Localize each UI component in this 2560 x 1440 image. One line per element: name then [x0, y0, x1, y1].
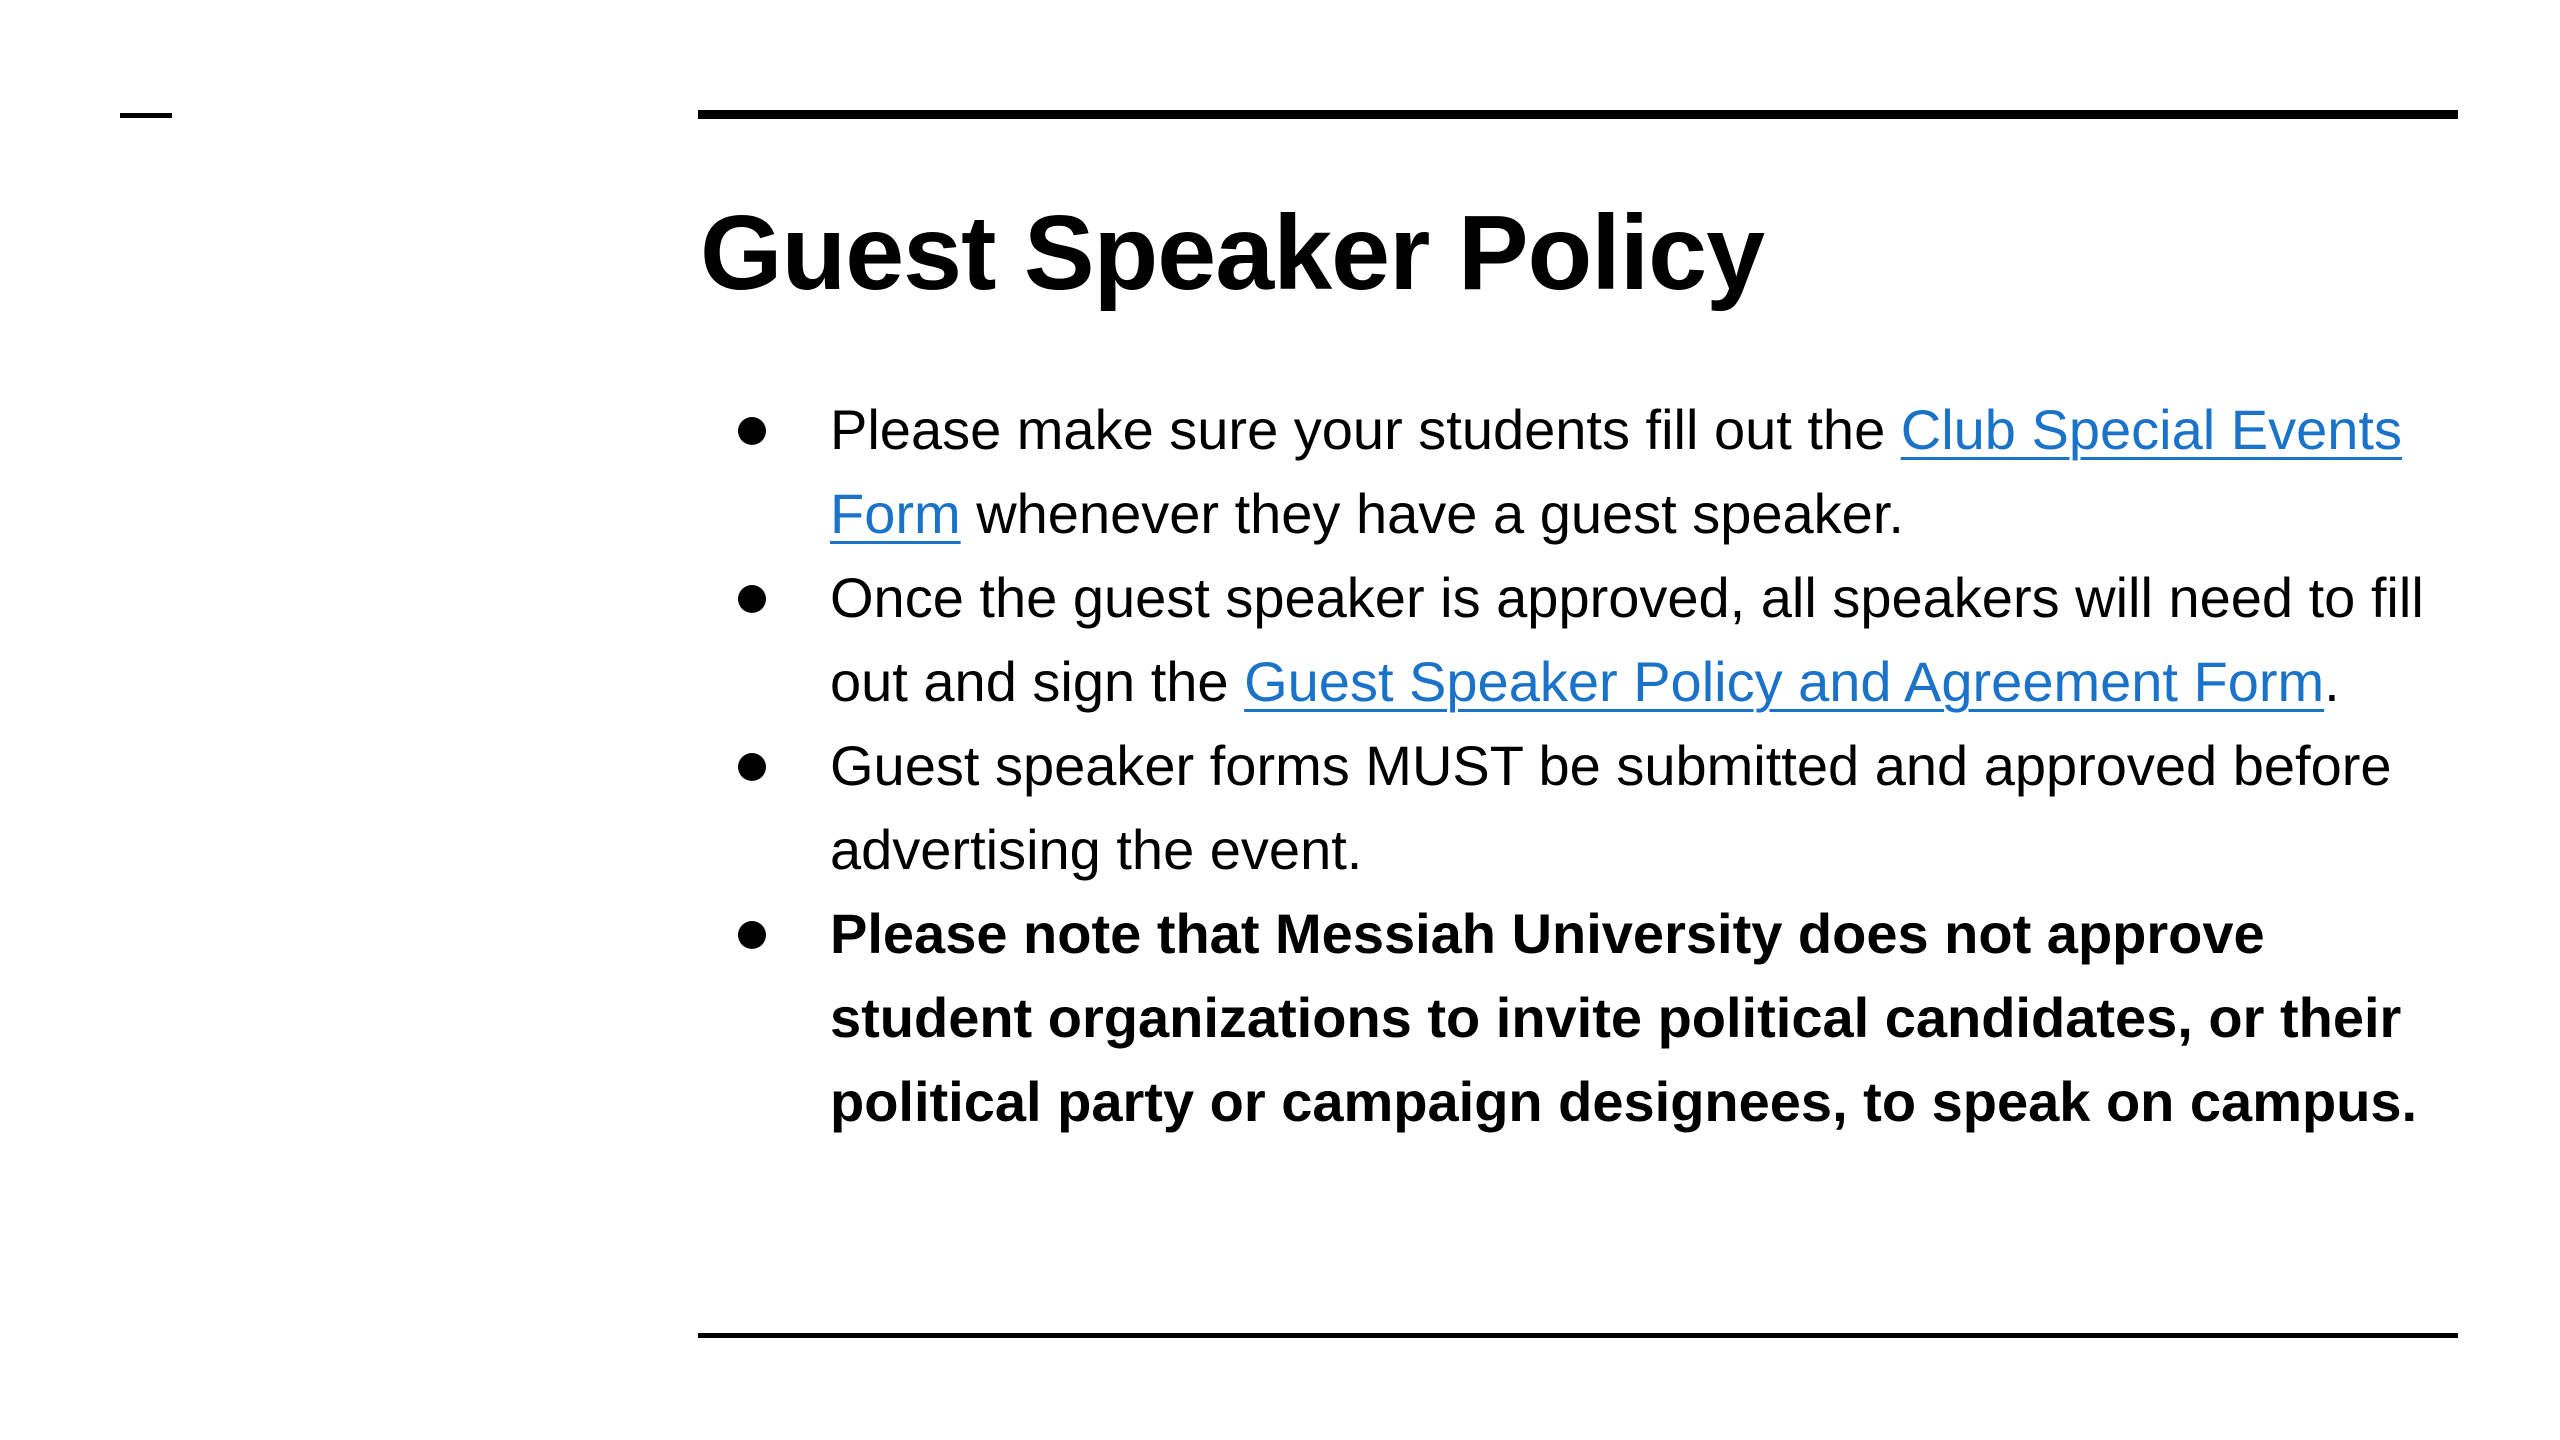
club-special-events-form-link[interactable]: Club Special Events Form [830, 398, 2402, 545]
bottom-divider [698, 1333, 2458, 1338]
bullet-item [730, 724, 2470, 892]
corner-dash [120, 113, 172, 118]
bullet-item [730, 388, 2470, 556]
bullet-text: Please note that Messiah University does not approve student organizations to invite political candidates, or their political party or campaign designees, to speak on campus. [830, 902, 2418, 1133]
bullet-list [730, 388, 2470, 1144]
bullet-text: Once the guest speaker is approved, all speakers will need to fill out and sign the [830, 566, 2424, 713]
top-divider [698, 110, 2458, 119]
bullet-text: Please make sure your students fill out the [830, 398, 1901, 461]
bullet-dot-icon [738, 753, 766, 781]
bullet-dot-icon [738, 585, 766, 613]
bullet-dot-icon [738, 921, 766, 949]
bullet-text: . [2324, 650, 2340, 713]
bullet-dot-icon [738, 417, 766, 445]
bullet-text: Guest speaker forms MUST be submitted and approved before advertising the event. [830, 734, 2392, 881]
bullet-item [730, 556, 2470, 724]
bullet-text: whenever they have a guest speaker. [960, 482, 1904, 545]
guest-speaker-agreement-form-link[interactable]: Guest Speaker Policy and Agreement Form [1244, 650, 2325, 713]
bullet-item-political-note [730, 892, 2470, 1144]
slide-title: Guest Speaker Policy [700, 194, 1765, 312]
